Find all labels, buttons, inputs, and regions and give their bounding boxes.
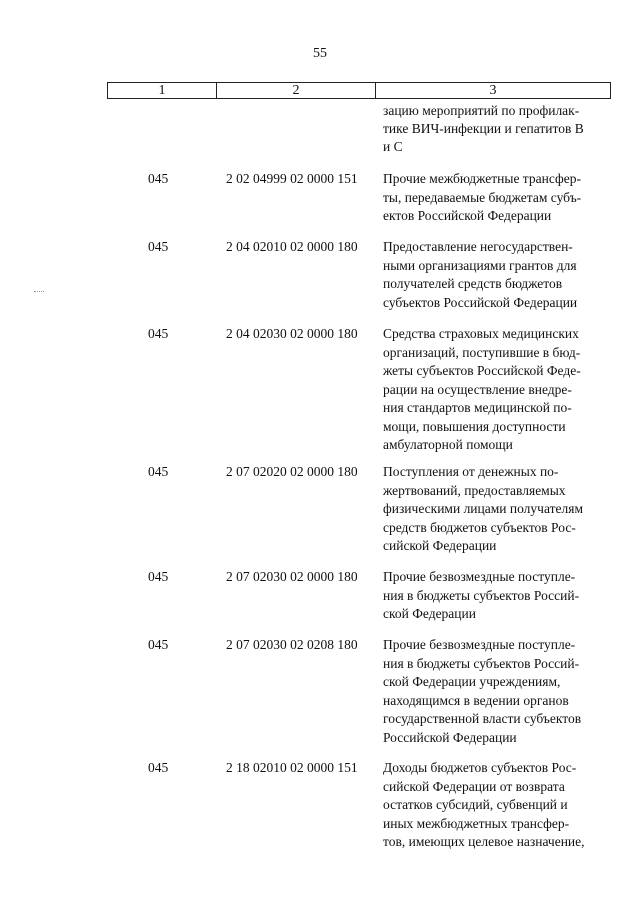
continuation-line: тике ВИЧ-инфекции и гепатитов В xyxy=(383,121,584,136)
admin-code: 045 xyxy=(148,760,169,775)
revenue-code: 2 07 02030 02 0208 180 xyxy=(226,637,358,652)
revenue-code: 2 04 02030 02 0000 180 xyxy=(226,326,358,341)
revenue-name-line: организаций, поступившие в бюд- xyxy=(383,344,581,360)
revenue-code: 2 18 02010 02 0000 151 xyxy=(226,760,358,775)
revenue-name xyxy=(383,325,611,455)
revenue-name-line: Прочие безвозмездные поступле- xyxy=(383,569,576,584)
continuation-text xyxy=(383,102,611,156)
revenue-code: 2 07 02020 02 0000 180 xyxy=(226,464,358,479)
continuation-line: и С xyxy=(383,139,403,154)
revenue-name-line: тов, имеющих целевое назначение, xyxy=(383,834,585,849)
header-col-1: 1 xyxy=(108,83,217,98)
revenue-name-line: сийской Федерации xyxy=(383,538,497,553)
admin-code: 045 xyxy=(148,464,169,479)
revenue-name-line: Прочие межбюджетные трансфер- xyxy=(383,171,581,186)
revenue-name-line: ской Федерации учреждениям, xyxy=(383,674,561,689)
revenue-name-line: жертвований, предоставляемых xyxy=(383,482,566,498)
table-header xyxy=(107,82,611,99)
revenue-name-line: ными организациями грантов для xyxy=(383,257,577,273)
revenue-name xyxy=(383,759,611,852)
revenue-name-line: жеты субъектов Российской Феде- xyxy=(383,363,581,378)
revenue-name xyxy=(383,238,611,312)
revenue-name-line: Прочие безвозмездные поступле- xyxy=(383,637,576,652)
revenue-name-line: ской Федерации xyxy=(383,606,476,621)
margin-dash xyxy=(34,291,44,293)
revenue-code: 2 04 02010 02 0000 180 xyxy=(226,239,358,254)
revenue-name-line: получателей средств бюджетов xyxy=(383,276,563,291)
admin-code: 045 xyxy=(148,326,169,341)
admin-code: 045 xyxy=(148,637,169,652)
revenue-name-line: иных межбюджетных трансфер- xyxy=(383,815,570,831)
revenue-name-line: Российской Федерации xyxy=(383,729,517,745)
revenue-name-line: ния стандартов медицинской по- xyxy=(383,400,572,415)
revenue-name xyxy=(383,568,611,624)
revenue-name-line: Предоставление негосударствен- xyxy=(383,239,573,254)
revenue-name-line: рации на осуществление внедре- xyxy=(383,381,572,397)
revenue-name-line: Доходы бюджетов субъектов Рос- xyxy=(383,760,577,775)
revenue-name-line: Средства страховых медицинских xyxy=(383,326,579,341)
revenue-name-line: сийской Федерации от возврата xyxy=(383,778,565,794)
revenue-code: 2 02 04999 02 0000 151 xyxy=(226,171,358,186)
revenue-name-line: мощи, повышения доступности xyxy=(383,418,566,434)
revenue-name-line: ектов Российской Федерации xyxy=(383,208,552,223)
revenue-name xyxy=(383,170,611,226)
page-number: 55 xyxy=(313,46,327,61)
revenue-name-line: Поступления от денежных по- xyxy=(383,464,559,479)
admin-code: 045 xyxy=(148,569,169,584)
revenue-name-line: средств бюджетов субъектов Рос- xyxy=(383,519,576,535)
revenue-name-line: остатков субсидий, субвенций и xyxy=(383,797,568,812)
revenue-name-line: физическими лицами получателям xyxy=(383,501,583,516)
continuation-line: зацию мероприятий по профилак- xyxy=(383,103,580,118)
revenue-name-line: субъектов Российской Федерации xyxy=(383,294,578,310)
revenue-name-line: ты, передаваемые бюджетам субъ- xyxy=(383,189,582,205)
revenue-name xyxy=(383,463,611,556)
revenue-name-line: государственной власти субъектов xyxy=(383,711,582,726)
header-col-2: 2 xyxy=(217,83,376,98)
admin-code: 045 xyxy=(148,239,169,254)
revenue-name xyxy=(383,636,611,747)
revenue-name-line: ния в бюджеты субъектов Россий- xyxy=(383,587,580,603)
revenue-name-line: ния в бюджеты субъектов Россий- xyxy=(383,655,580,671)
revenue-name-line: находящимся в ведении органов xyxy=(383,692,569,708)
admin-code: 045 xyxy=(148,171,169,186)
header-col-3: 3 xyxy=(489,82,497,98)
revenue-name-line: амбулаторной помощи xyxy=(383,437,513,452)
revenue-code: 2 07 02030 02 0000 180 xyxy=(226,569,358,584)
